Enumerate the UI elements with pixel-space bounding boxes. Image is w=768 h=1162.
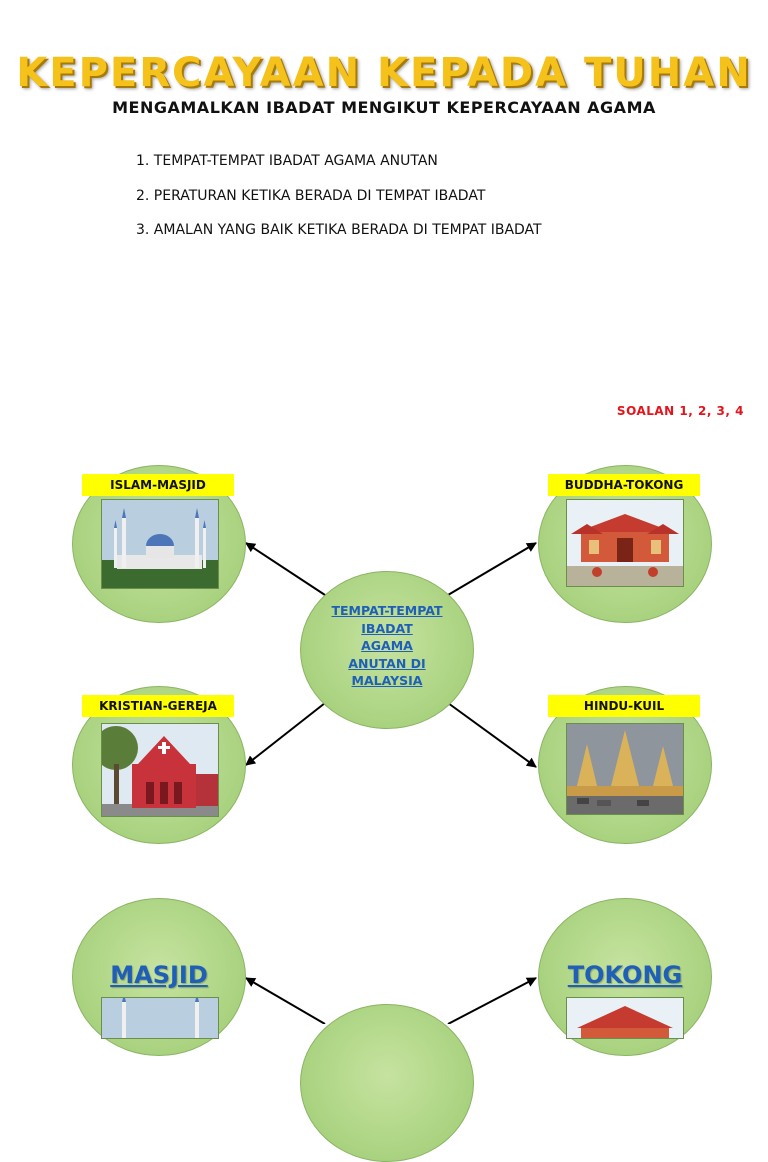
center-line: ANUTAN DI — [348, 655, 426, 671]
label-islam-masjid: ISLAM-MASJID — [82, 474, 234, 496]
photo-kuil — [566, 723, 684, 815]
list-item: 2. PERATURAN KETIKA BERADA DI TEMPAT IBADAT — [136, 187, 486, 204]
label-hindu-kuil: HINDU-KUIL — [548, 695, 700, 717]
arrow-to-islam — [246, 543, 325, 595]
tokong-link[interactable]: TOKONG — [567, 961, 683, 989]
label-buddha-tokong: BUDDHA-TOKONG — [548, 474, 700, 496]
photo-masjid-bottom — [101, 997, 219, 1039]
photo-masjid — [101, 499, 219, 589]
soalan-label: SOALAN 1, 2, 3, 4 — [616, 404, 744, 418]
list-item: 3. AMALAN YANG BAIK KETIKA BERADA DI TEMPAT IBADAT — [136, 222, 542, 238]
arrow-bottom-right — [448, 978, 536, 1024]
photo-tokong-bottom — [566, 997, 684, 1039]
arrow-to-hindu — [448, 703, 536, 767]
center-topic[interactable] — [301, 602, 473, 690]
masjid-link[interactable]: MASJID — [110, 961, 208, 989]
node-center-circle — [300, 571, 474, 729]
center-line: TEMPAT-TEMPAT — [331, 603, 443, 618]
center-line: MALAYSIA — [351, 673, 423, 688]
label-kristian-gereja: KRISTIAN-GEREJA — [82, 695, 234, 717]
bottom-center-circle — [300, 1004, 474, 1162]
list-item: 1. TEMPAT-TEMPAT IBADAT AGAMA ANUTAN — [136, 153, 438, 169]
center-line: IBADAT — [361, 620, 413, 636]
photo-tokong — [566, 499, 684, 587]
arrow-to-kristian — [246, 703, 325, 765]
page-subtitle: MENGAMALKAN IBADAT MENGIKUT KEPERCAYAAN AGAMA — [112, 98, 656, 117]
arrow-bottom-left — [246, 978, 325, 1024]
photo-gereja — [101, 723, 219, 817]
center-line: AGAMA — [361, 638, 413, 653]
arrow-to-buddha — [448, 543, 536, 595]
page-title: KEPERCAYAAN KEPADA TUHAN — [16, 50, 752, 96]
